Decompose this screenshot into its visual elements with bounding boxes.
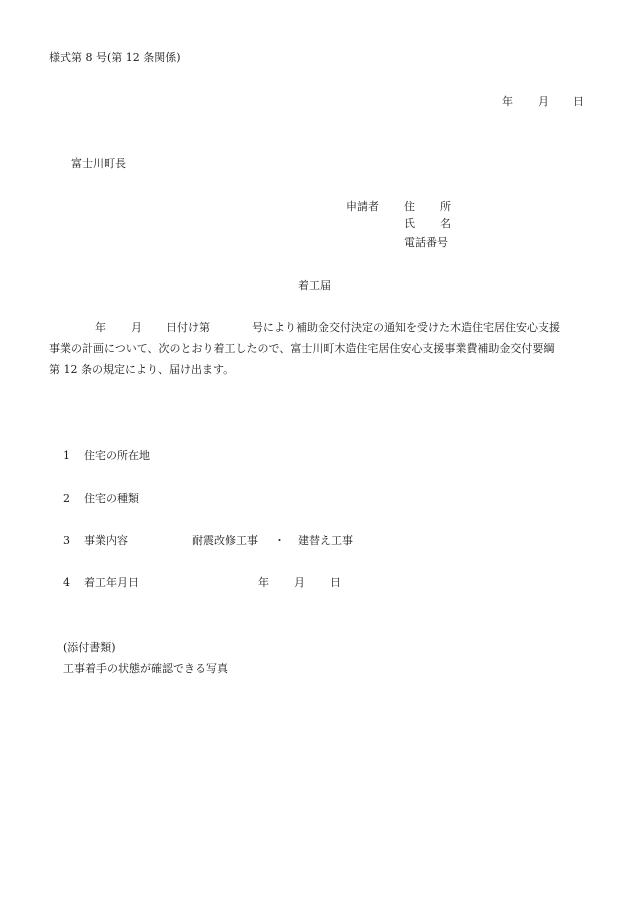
paragraph-month: 月 <box>131 321 142 334</box>
paragraph-line1-text: 号により補助金交付決定の通知を受けた木造住宅居住安心支援 <box>252 321 560 334</box>
name-label-char2: 名 <box>440 217 451 230</box>
attachments-label: (添付書類) <box>63 641 116 654</box>
document-title: 着工届 <box>298 279 331 292</box>
item-housing-location-label: 住宅の所在地 <box>84 449 150 462</box>
addressee: 富士川町長 <box>71 157 126 170</box>
item-start-date-label: 着工年月日 <box>84 576 139 589</box>
paragraph-line3: 第 12 条の規定により、届け出ます。 <box>49 363 235 376</box>
paragraph-year: 年 <box>95 321 106 334</box>
start-date-day: 日 <box>330 576 341 589</box>
header-date-day: 日 <box>573 95 584 108</box>
address-label-char2: 所 <box>440 200 451 213</box>
header-date-year: 年 <box>502 95 513 108</box>
paragraph-line2: 事業の計画について、次のとおり着工したので、富士川町木造住宅居住安心支援事業費補助金交付要綱 <box>49 342 555 355</box>
address-label-char1: 住 <box>404 200 415 213</box>
option-separator: ・ <box>274 534 285 547</box>
item-number: 2 <box>63 492 70 505</box>
name-label-char1: 氏 <box>404 217 415 230</box>
start-date-month: 月 <box>294 576 305 589</box>
phone-label: 電話番号 <box>404 236 448 249</box>
start-date-year: 年 <box>258 576 269 589</box>
header-date-month: 月 <box>538 95 549 108</box>
attachment-item: 工事着手の状態が確認できる写真 <box>63 662 228 675</box>
option-rebuild: 建替え工事 <box>298 534 353 547</box>
item-number: 4 <box>63 576 70 589</box>
item-project-content-label: 事業内容 <box>84 534 128 547</box>
item-housing-type-label: 住宅の種類 <box>84 492 139 505</box>
form-number: 様式第 8 号(第 12 条関係) <box>49 51 181 64</box>
option-seismic-retrofit: 耐震改修工事 <box>192 534 258 547</box>
applicant-label: 申請者 <box>346 200 379 213</box>
item-number: 3 <box>63 534 70 547</box>
paragraph-date-number: 日付け第 <box>166 321 210 334</box>
item-number: 1 <box>63 449 70 462</box>
